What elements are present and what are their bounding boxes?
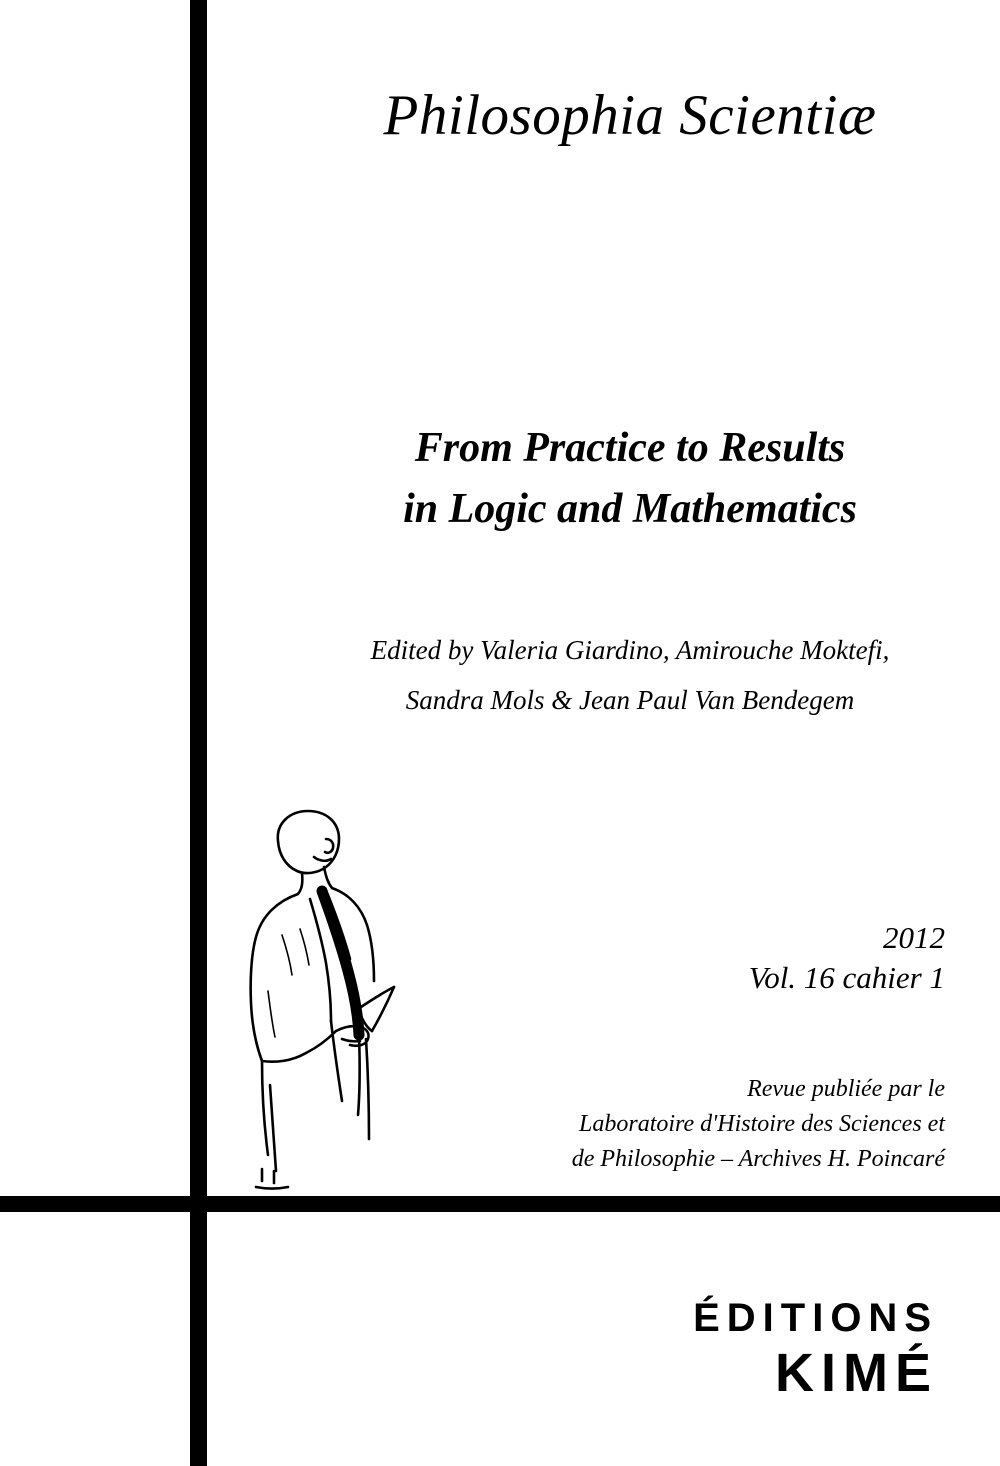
page-title-line-1: From Practice to Results — [414, 425, 846, 471]
publisher-note-line-3: de Philosophie – Archives H. Poincaré — [571, 1145, 945, 1172]
volume-issue: Vol. 16 cahier 1 — [748, 960, 945, 996]
editors-line-2: Sandra Mols & Jean Paul Van Bendegem — [405, 684, 855, 715]
imprint-kime-label: KIMÉ — [775, 1343, 938, 1403]
editors-line-1: Edited by Valeria Giardino, Amirouche Moktefi, — [370, 635, 890, 665]
editors-credit — [300, 626, 960, 726]
page-title — [300, 418, 960, 540]
publisher-note-line-2: Laboratoire d'Histoire des Sciences et — [579, 1110, 945, 1137]
imprint-editions-label: ÉDITIONS — [693, 1296, 938, 1340]
vertical-rule-left — [190, 0, 207, 1256]
volume-info — [749, 918, 945, 999]
journal-title: Philosophia Scientiæ — [383, 84, 877, 147]
vertical-rule-bottom — [190, 1196, 207, 1466]
page-title-line-2: in Logic and Mathematics — [403, 485, 857, 532]
horizontal-rule-bottom — [0, 1196, 1000, 1212]
publisher-note — [572, 1072, 945, 1176]
reading-man-drawing — [218, 795, 478, 1195]
publisher-imprint — [693, 1296, 938, 1404]
publication-year: 2012 — [883, 920, 945, 955]
publisher-note-line-1: Revue publiée par le — [747, 1076, 945, 1102]
